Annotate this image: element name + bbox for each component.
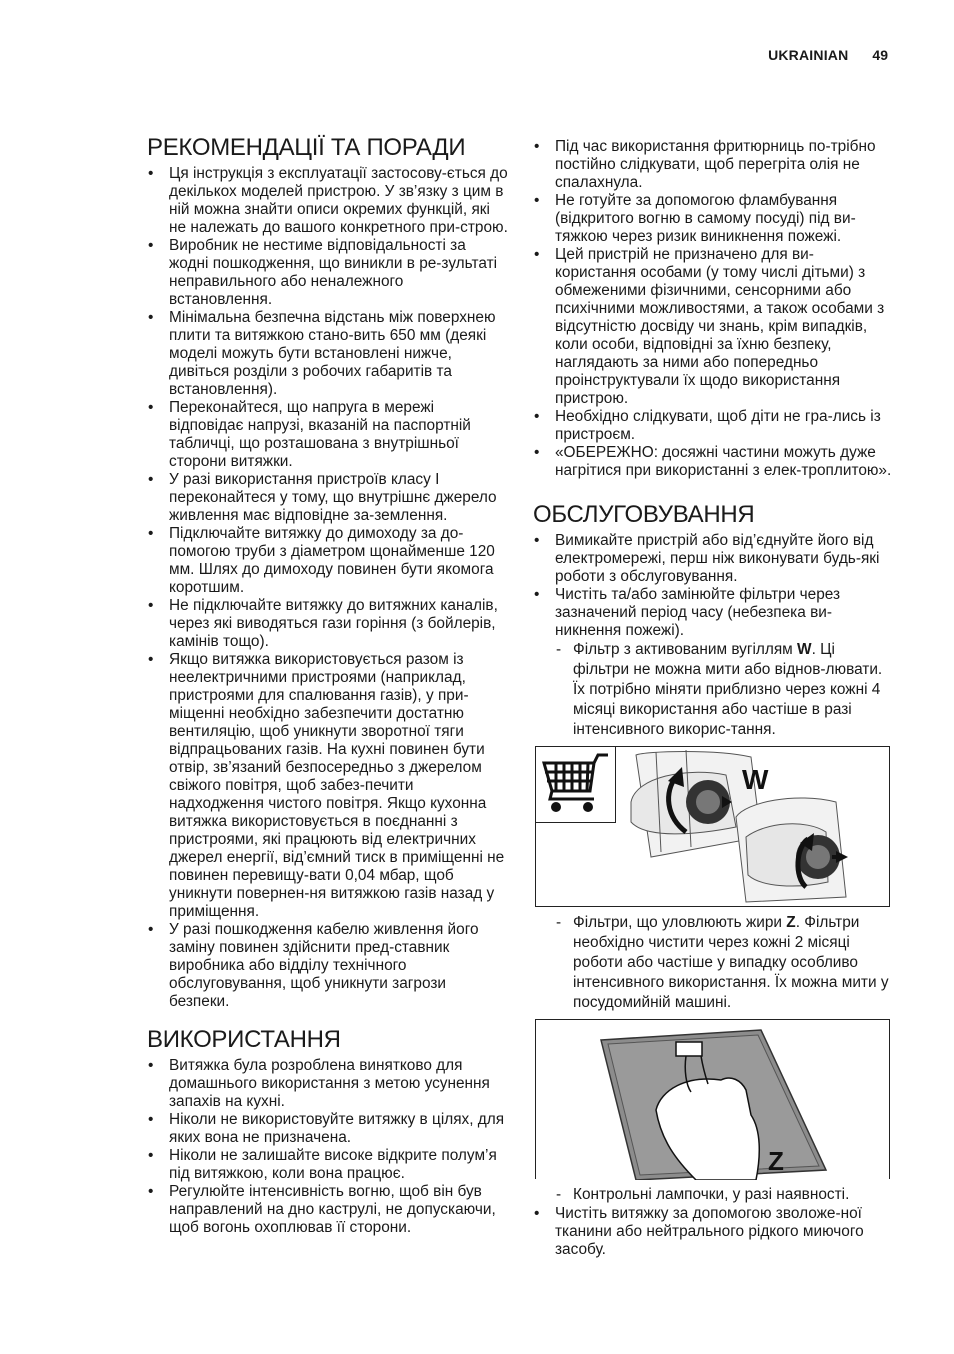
sublist-item-carbon-filter: - Фільтр з активованим вугіллям W. Ці фільтри не можна мити або віднов-лювати. Їх потрібно міняти приблизно через кожні 4 місяці використання або частіше в разі інтенсивного викорис-тання.: [555, 640, 893, 740]
section-usage: [147, 1025, 509, 1237]
list-item: • Не готуйте за допомогою фламбування (відкритого вогню в самому посуді) під ви-тяжкою через ризик виникнення пожежі.: [533, 192, 893, 246]
filter-sublist: [555, 640, 893, 740]
filter-sublist-2: [555, 913, 893, 1013]
page-header: [768, 47, 888, 63]
grease-filter-illustration: [535, 1019, 890, 1179]
list-item: • У разі використання пристроїв класу І переконайтеся у тому, що внутрішнє джерело живлення має відповідне за-землення.: [147, 471, 509, 525]
list-item: • Не підключайте витяжку до витяжних каналів, через які виводяться гази горіння (з бойлерів, камінів тощо).: [147, 597, 509, 651]
sublist-item-lamps: - Контрольні лампочки, у разі наявності.: [555, 1185, 893, 1205]
hood-filter-drawing: [536, 747, 889, 906]
list-item: • Під час використання фритюрниць по-трібно постійно слідкувати, щоб перегріта олія не спалахнула.: [533, 138, 893, 192]
page-number: 49: [872, 47, 888, 63]
list-item: • «ОБЕРЕЖНО: досяжні частини можуть дуже нагрітися при використанні з елек-троплитою».: [533, 444, 893, 480]
list-item: • Чистіть та/або замінюйте фільтри через зазначений період часу (небезпека ви-никнення пожежі).: [533, 586, 893, 640]
list-item: • Чистіть витяжку за допомогою зволоже-ної тканини або нейтрального рідкого миючого засобу.: [533, 1205, 893, 1259]
recommendations-list: [147, 165, 509, 1011]
list-item: • Переконайтеся, що напруга в мережі відповідає напрузі, вказаній на паспортній табличці, що розташована з внутрішньої сторони витяжки.: [147, 399, 509, 471]
list-item: • Мінімальна безпечна відстань між поверхнею плити та витяжкою стано-вить 650 мм (деякі моделі можуть бути встановлені нижче, дивіться розділи з робочих габаритів та встановлення).: [147, 309, 509, 399]
list-item: • Підключайте витяжку до димоходу за до-помогою труби з діаметром щонайменше 120 мм. Шлях до димоходу повинен бути якомога коротшим.: [147, 525, 509, 597]
right-column: [533, 138, 893, 1273]
list-item: • У разі пошкодження кабелю живлення його заміну повинен здійснити пред-ставник виробника або відділу технічного обслуговування, щоб уникнути загрози безпеки.: [147, 921, 509, 1011]
section-title-usage: ВИКОРИСТАННЯ: [147, 1026, 341, 1053]
list-item: • Цей пристрій не призначено для ви-користання особами (у тому числі дітьми) з обмеженими фізичними, сенсорними або психічними можливостями, а також особами з відсутністю досвіду чи знань, крім випадків, коли особи, відповідні за їхню безпеку, наглядають за ними або попередньо проінструктували їх щодо використання пристрою.: [533, 246, 893, 408]
left-column: [147, 133, 509, 1251]
list-item: • Ніколи не залишайте високе відкрите полум’я під витяжкою, коли вона працює.: [147, 1147, 509, 1183]
maintenance-list: [533, 532, 893, 640]
carbon-filter-illustration: [535, 746, 890, 907]
list-item: • Вимикайте пристрій або від’єднуйте його від електромережі, перш ніж виконувати будь-які роботи з обслуговування.: [533, 532, 893, 586]
list-item: • Регулюйте інтенсивність вогню, щоб він був направлений на дно каструлі, не допускаючи, щоб вогонь охоплював її сторони.: [147, 1183, 509, 1237]
figure-label-w: W: [742, 764, 769, 795]
lamps-sublist: [555, 1185, 893, 1205]
list-item: • Якщо витяжка використовується разом із неелектричними пристроями (наприклад, пристроями для спалювання газів), у при-міщенні необхідно забезпечити достатню вентиляцію, щоб уникнути зворотної тяги відпрацьованих газів. На кухні повинен бути отвір, зв’язаний безпосередньо з джерелом свіжого повітря, щоб забез-печити надходження чистого повітря. Якщо кухонна витяжка використовується в поєднанні з пристроями, які працюють від електричних джерел енергії, від’ємний тиск в приміщенні не повинен перевищу-вати 0,04 мбар, щоб уникнути повернен-ня витяжкою газів назад у приміщення.: [147, 651, 509, 921]
usage-list: [147, 1057, 509, 1237]
section-title-maintenance: ОБСЛУГОВУВАННЯ: [533, 501, 755, 528]
maintenance-list-end: [533, 1205, 893, 1259]
sublist-item-grease-filter: - Фільтри, що уловлюють жири Z. Фільтри необхідно чистити через кожні 2 місяці роботи або частіше у випадку особливо інтенсивного використання. Їх можна мити у посудомийній машині.: [555, 913, 893, 1013]
figure-label-z: Z: [768, 1146, 784, 1176]
list-item: • Необхідно слідкувати, щоб діти не гра-лись із пристроєм.: [533, 408, 893, 444]
list-item: • Ніколи не використовуйте витяжку в цілях, для яких вона не призначена.: [147, 1111, 509, 1147]
section-usage-continued: [533, 138, 893, 480]
language-label: UKRAINIAN: [768, 47, 849, 63]
usage-list-continued: [533, 138, 893, 480]
list-item: • Ця інструкція з експлуатації застосову-ється до декількох моделей пристрою. У зв’язку з цим в ній можна знайти описи окремих функцій, які не належать до вашого конкретного при-строю.: [147, 165, 509, 237]
list-item: • Виробник не нестиме відповідальності за жодні пошкодження, що виникли в ре-зультаті неправильного або неналежного встановлення.: [147, 237, 509, 309]
section-title-recommendations: РЕКОМЕНДАЦІЇ ТА ПОРАДИ: [147, 134, 466, 161]
section-maintenance: [533, 500, 893, 1259]
list-item: • Витяжка була розроблена винятково для домашнього використання з метою усунення запахів на кухні.: [147, 1057, 509, 1111]
section-recommendations: [147, 133, 509, 1011]
